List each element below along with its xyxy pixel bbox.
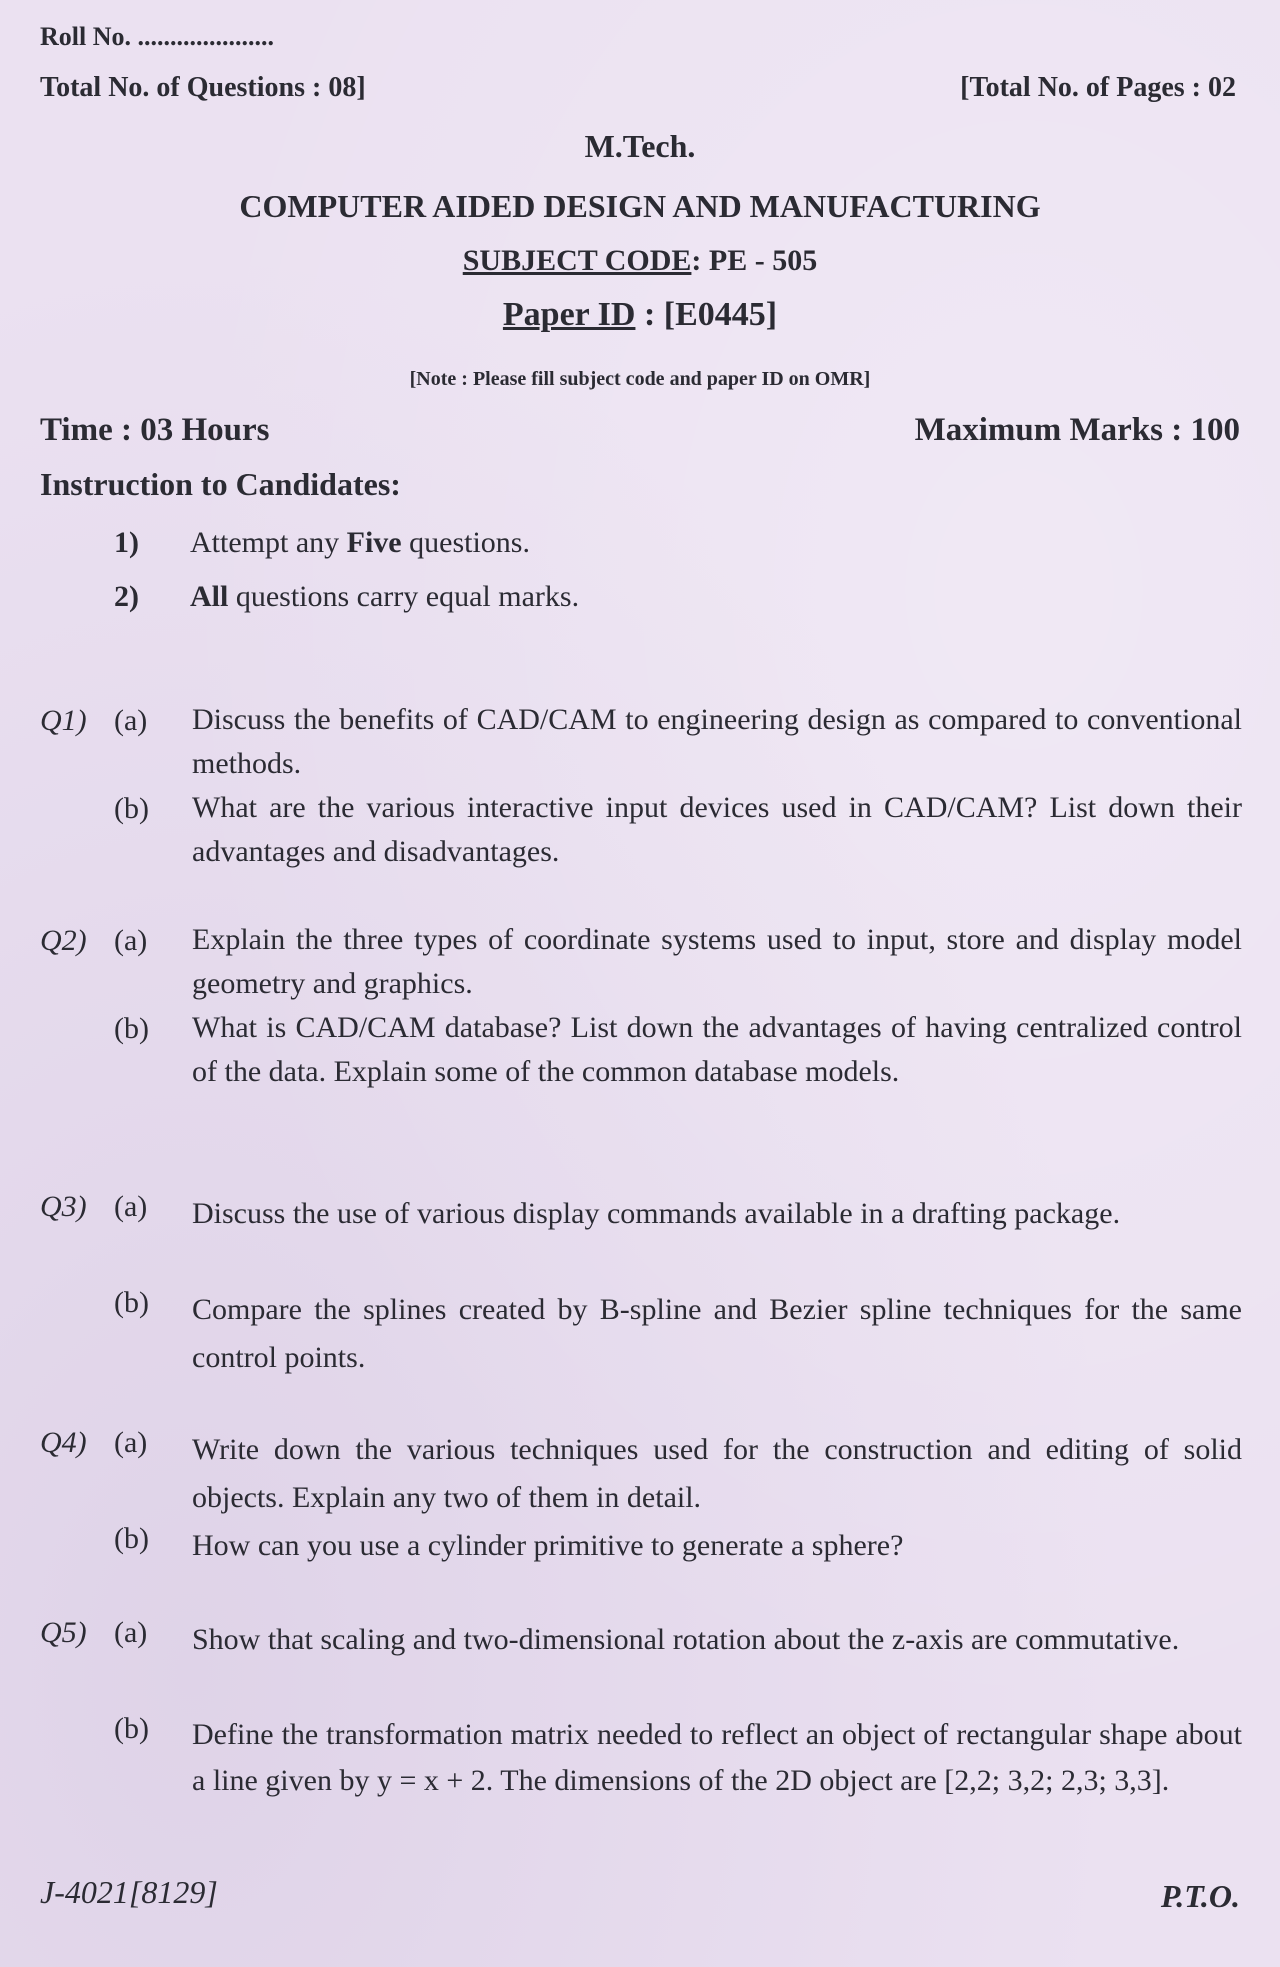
paper-id-label: Paper ID (502, 296, 636, 333)
question-number: Q4) (40, 1426, 87, 1459)
question-number: Q3) (40, 1190, 87, 1223)
instruction-item (114, 526, 139, 560)
maximum-marks: Maximum Marks : 100 (914, 412, 1240, 448)
course-title: COMPUTER AIDED DESIGN AND MANUFACTURING (239, 188, 1041, 224)
question-part-label: (b) (114, 1012, 149, 1045)
exam-time: Time : 03 Hours (40, 412, 270, 448)
question-text: Discuss the use of various display commands available in a drafting package. (192, 1197, 1121, 1230)
subject-code (0, 244, 1280, 278)
question-part-label: (b) (114, 1286, 149, 1319)
total-pages: [Total No. of Pages : 02 (960, 72, 1236, 103)
question-text: Show that scaling and two-dimensional rotation about the z-axis are commutative. (192, 1623, 1180, 1656)
question-text: How can you use a cylinder primitive to generate a sphere? (192, 1529, 904, 1562)
question-part-label: (a) (114, 1426, 148, 1459)
omr-note: [Note : Please fill subject code and paper ID on OMR] (409, 368, 871, 390)
instruction-text (190, 526, 530, 560)
paper-id-value: : [E0445] (643, 296, 778, 333)
question-part-label: (b) (114, 792, 149, 825)
question-text: Explain the three types of coordinate systems used to input, store and display model geometry and graphics. (192, 923, 1242, 1000)
question-text: What is CAD/CAM database? List down the advantages of having centralized control of the data. Explain some of the common database models. (192, 1011, 1242, 1088)
question-part-label: (a) (114, 924, 148, 957)
question-number: Q1) (40, 704, 87, 737)
paper-code-footer: J-4021[8129] (40, 1874, 218, 1910)
instruction-item (114, 580, 139, 614)
instruction-text (190, 580, 579, 614)
question-number: Q5) (40, 1616, 87, 1649)
instruction-text-pre: Attempt any (190, 526, 347, 559)
question-number: Q2) (40, 924, 87, 957)
total-questions: Total No. of Questions : 08] (40, 72, 366, 103)
question-part-label: (a) (114, 1616, 148, 1649)
question-text: Write down the various techniques used for the construction and editing of solid objects. Explain any two of them in detail. (192, 1433, 1242, 1514)
instruction-text-bold: All (190, 580, 229, 613)
question-text: Discuss the benefits of CAD/CAM to engineering design as compared to conventional methods. (192, 703, 1242, 780)
instruction-text-post: questions carry equal marks. (228, 580, 580, 613)
subject-code-value: : PE - 505 (691, 244, 818, 277)
instruction-number: 2) (114, 580, 139, 613)
subject-code-label: SUBJECT CODE (462, 244, 692, 277)
question-part-label: (a) (114, 1190, 148, 1223)
instructions-heading: Instruction to Candidates: (40, 466, 401, 502)
instruction-text-post: questions. (401, 526, 530, 559)
instruction-text-bold: Five (346, 526, 402, 559)
question-text: Define the transformation matrix needed to reflect an object of rectangular shape about a line given by y = x + 2. The dimensions of the 2D object are [2,2; 3,2; 2,3; 3,3]. (192, 1718, 1242, 1797)
degree-title: M.Tech. (584, 128, 696, 164)
question-text: Compare the splines created by B-spline and Bezier spline techniques for the same control points. (192, 1293, 1242, 1374)
instruction-number: 1) (114, 526, 139, 559)
roll-number: Roll No. ..................... (40, 22, 274, 51)
question-part-label: (b) (114, 1712, 149, 1745)
question-part-label: (a) (114, 704, 148, 737)
paper-id (0, 296, 1280, 334)
question-text: What are the various interactive input devices used in CAD/CAM? List down their advantages and disadvantages. (192, 791, 1242, 868)
question-part-label: (b) (114, 1522, 149, 1555)
pto-footer: P.T.O. (1160, 1878, 1240, 1914)
